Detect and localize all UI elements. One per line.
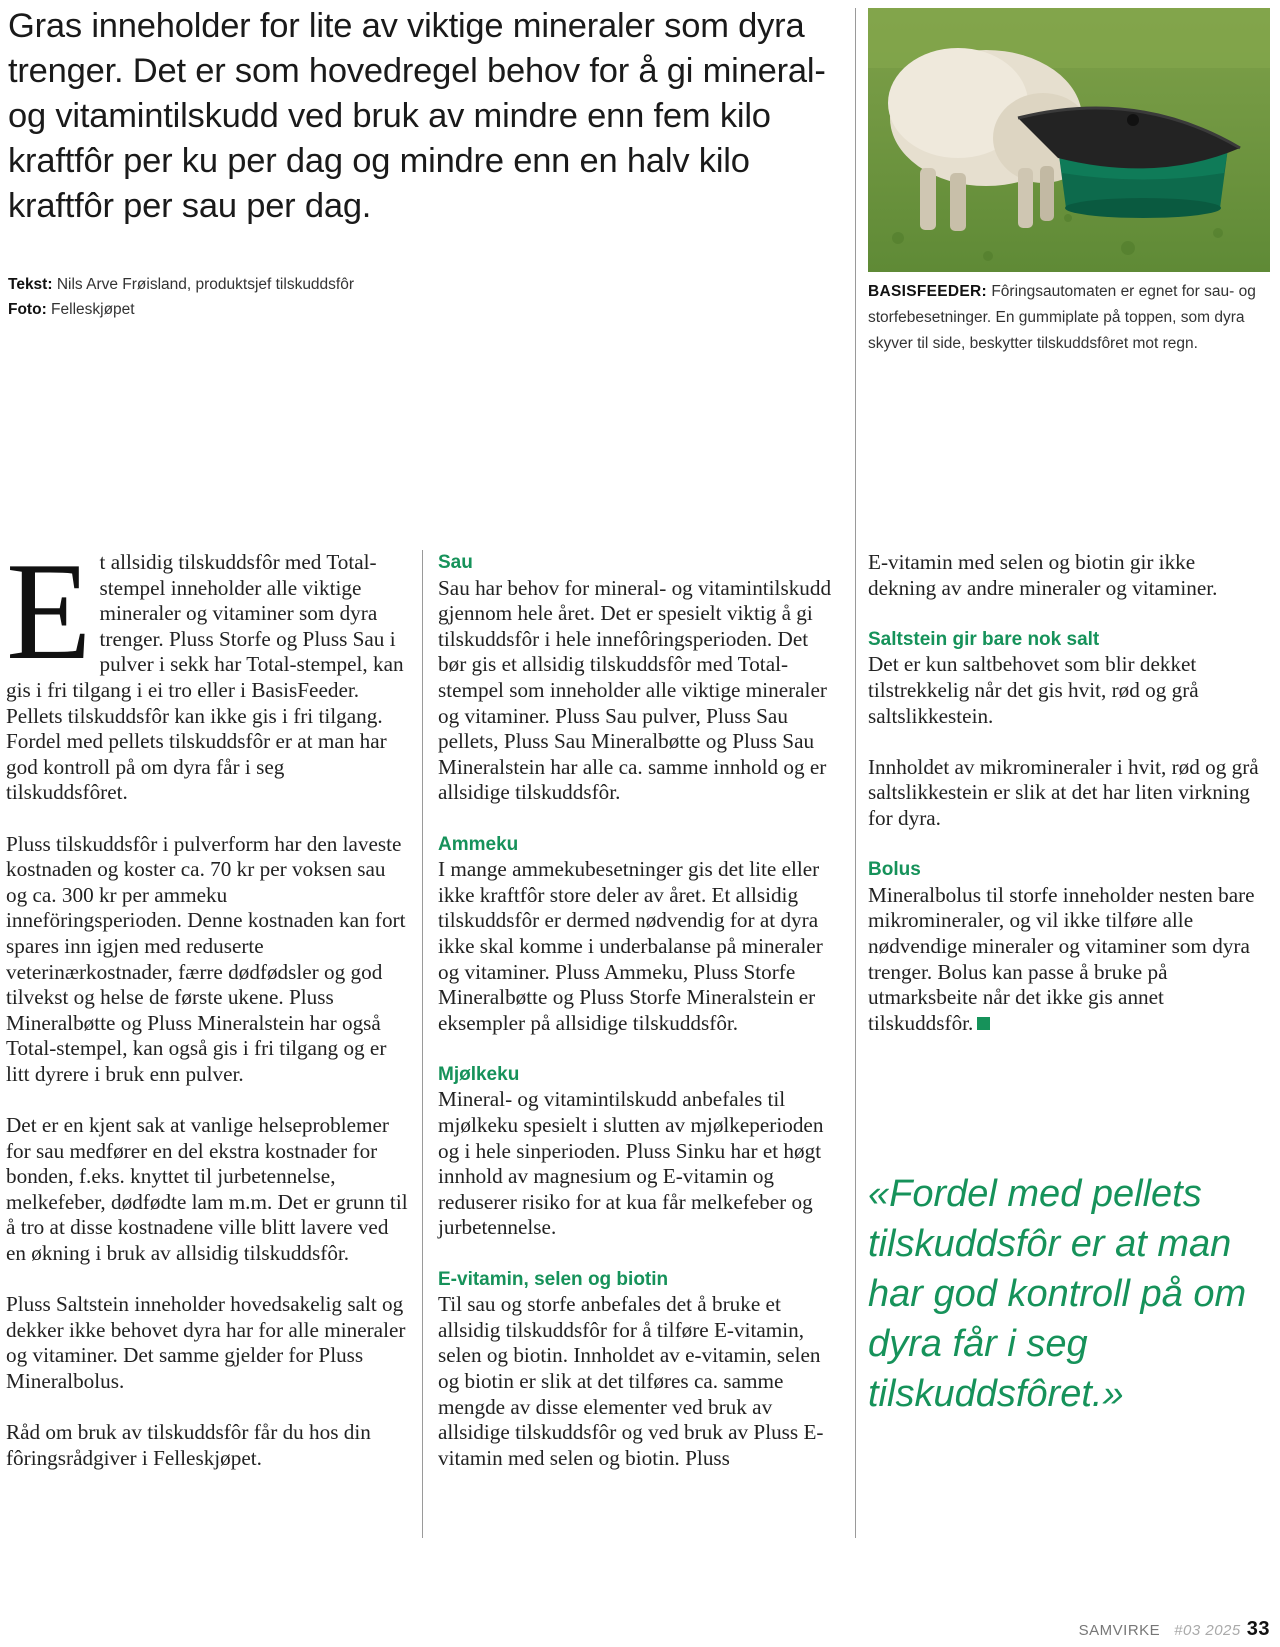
body-paragraph: Innholdet av mikromineraler i hvit, rød og grå saltslikkestein er slik at det har liten virkning for dyra. xyxy=(868,754,1259,830)
photo-credit-value: Felleskjøpet xyxy=(51,301,135,318)
column-rule-right xyxy=(855,8,856,1538)
section-heading-mjolkeku: Mjølkeku xyxy=(438,1063,520,1085)
issue-number: #03 2025 xyxy=(1174,1622,1241,1639)
photo-credit-label: Foto: xyxy=(8,301,47,318)
sheep-feeder-illustration xyxy=(868,8,1270,272)
lead-paragraph: Gras inneholder for lite av viktige mineraler som dyra trenger. Det er som hovedregel behov for å gi mineral- og vitamintilskudd ved bruk av mindre enn fem kilo kraftfôr per ku per dag og mindre enn en halv kilo kraftfôr per sau per dag. xyxy=(8,7,826,225)
text-credit-value: Nils Arve Frøisland, produktsjef tilskuddsfôr xyxy=(56,276,355,293)
section-heading-sau: Sau xyxy=(438,552,473,573)
section-heading-e-vitamin: E-vitamin, selen og biotin xyxy=(438,1268,669,1290)
page-footer xyxy=(1079,1618,1270,1641)
body-paragraph: E-vitamin med selen og biotin gir ikke dekning av andre mineraler og vitaminer. xyxy=(868,550,1218,600)
body-paragraph: I mange ammekubesetninger gis det lite eller ikke kraftfôr store deler av året. Et allsidig tilskuddsfôr er dermed nødvendig for at dyra ikke skal komme i underbalanse på mineraler og vitaminer. Pluss Ammeku, Pluss Storfe Mineralbøtte og Pluss Storfe Mineralstein er eksempler på allsidige tilskuddsfôr. xyxy=(438,857,823,1035)
body-paragraph: Pluss tilskuddsfôr i pulverform har den laveste kostnaden og koster ca. 70 kr per voksen sau og ca. 300 kr per ammeku inneföringsperioden. Denne kostnaden kan fort spares inn igjen med reduserte veterinærkostnader, færre dødfødsler og god tilvekst og helse de første ukene. Pluss Mineralbøtte og Pluss Mineralstein har også Total-stempel, kan også gis i fri tilgang og er litt dyrere i bruk enn pulver. xyxy=(6,831,406,1086)
body-paragraph: t allsidig tilskuddsfôr med Total-stempel inneholder alle viktige mineraler og vitaminer som dyra trenger. Pluss Storfe og Pluss Sau i pulver i sekk har Total-stempel, kan gis i fri tilgang i ei tro eller i BasisFeeder. Pellets tilskuddsfôr kan ikke gis i fri tilgang. Fordel med pellets tilskuddsfôr er at man har god kontroll på om dyra får i seg tilskuddsfôret. xyxy=(6,550,404,805)
article-column-3 xyxy=(868,550,1268,1036)
article-column-2 xyxy=(438,550,840,1471)
body-paragraph: Det er en kjent sak at vanlige helseproblemer for sau medfører en del ekstra kostnader for bonden, f.eks. knyttet til jurbetennelse, melkefeber, dødfødte lam m.m. Det er grunn til å tro at disse kostnadene ville blitt lavere ved en økning i bruk av allsidig tilskuddsfôr. xyxy=(6,1113,408,1266)
caption-text: Fôringsautomaten er egnet for sau- og storfebesetninger. En gummiplate på toppen, som dyra skyver til side, beskytter tilskuddsfôret mot regn. xyxy=(868,283,1256,352)
section-heading-bolus: Bolus xyxy=(868,859,921,881)
drop-cap: E xyxy=(6,534,92,689)
column-rule-left xyxy=(422,550,423,1538)
body-paragraph: Pluss Saltstein inneholder hovedsakelig salt og dekker ikke behovet dyra har for alle mineraler og vitaminer. Det samme gjelder for Pluss Mineralbolus. xyxy=(6,1292,406,1393)
page-number: 33 xyxy=(1246,1618,1270,1640)
body-paragraph: Til sau og storfe anbefales det å bruke et allsidig tilskuddsfôr for å tilføre E-vitamin, selen og biotin. Innholdet av e-vitamin, selen og biotin er slik at det tilføres ca. samme mengde av disse elementer ved bruk av allsidige tilskuddsfôr og ved bruk av Pluss E-vitamin med selen og biotin. Pluss xyxy=(438,1292,824,1470)
body-paragraph: Råd om bruk av tilskuddsfôr får du hos din fôringsrådgiver i Felleskjøpet. xyxy=(6,1420,371,1470)
credits xyxy=(8,272,508,322)
photo-caption xyxy=(868,279,1268,357)
magazine-name: SAMVIRKE xyxy=(1078,1622,1161,1639)
text-credit xyxy=(8,272,508,297)
section-heading-saltstein: Saltstein gir bare nok salt xyxy=(868,628,1100,650)
text-credit-label: Tekst: xyxy=(8,276,53,293)
body-paragraph: Mineralbolus til storfe inneholder nesten bare mikromineraler, og vil ikke tilføre alle nødvendige mineraler og vitaminer som dyra trenger. Bolus kan passe å bruke på utmarksbeite når det ikke gis annet tilskuddsfôr. xyxy=(868,882,1255,1035)
photo-credit xyxy=(8,297,508,322)
section-heading-ammeku: Ammeku xyxy=(438,833,519,855)
body-paragraph: Mineral- og vitamintilskudd anbefales til mjølkeku spesielt i slutten av mjølkeperioden og i hele sinperioden. Pluss Sinku har et høgt innhold av magnesium og E-vitamin og reduserer risiko for at kua får melkefeber og jurbetennelse. xyxy=(438,1087,824,1240)
sheep-feeder-photo xyxy=(868,8,1270,272)
body-paragraph: Sau har behov for mineral- og vitamintilskudd gjennom hele året. Det er spesielt viktig å gi tilskuddsfôr i hele innefôringsperioden. Det bør gis et allsidig tilskuddsfôr med Total-stempel som inneholder alle viktige mineraler og vitaminer. Pluss Sau pulver, Pluss Sau pellets, Pluss Sau Mineralbøtte og Pluss Sau Mineralstein har alle ca. samme innhold og er allsidige tilskuddsfôr. xyxy=(438,575,832,805)
body-paragraph: Det er kun saltbehovet som blir dekket tilstrekkelig når det gis hvit, rød og grå saltslikkestein. xyxy=(868,652,1199,728)
end-mark-icon xyxy=(977,1017,990,1030)
article-column-1 xyxy=(6,534,408,1471)
caption-label: BASISFEEDER: xyxy=(868,283,988,300)
pull-quote: «Fordel med pellets tilskuddsfôr er at man har god kontroll på om dyra får i seg tilskuddsfôret.» xyxy=(868,1173,1247,1415)
